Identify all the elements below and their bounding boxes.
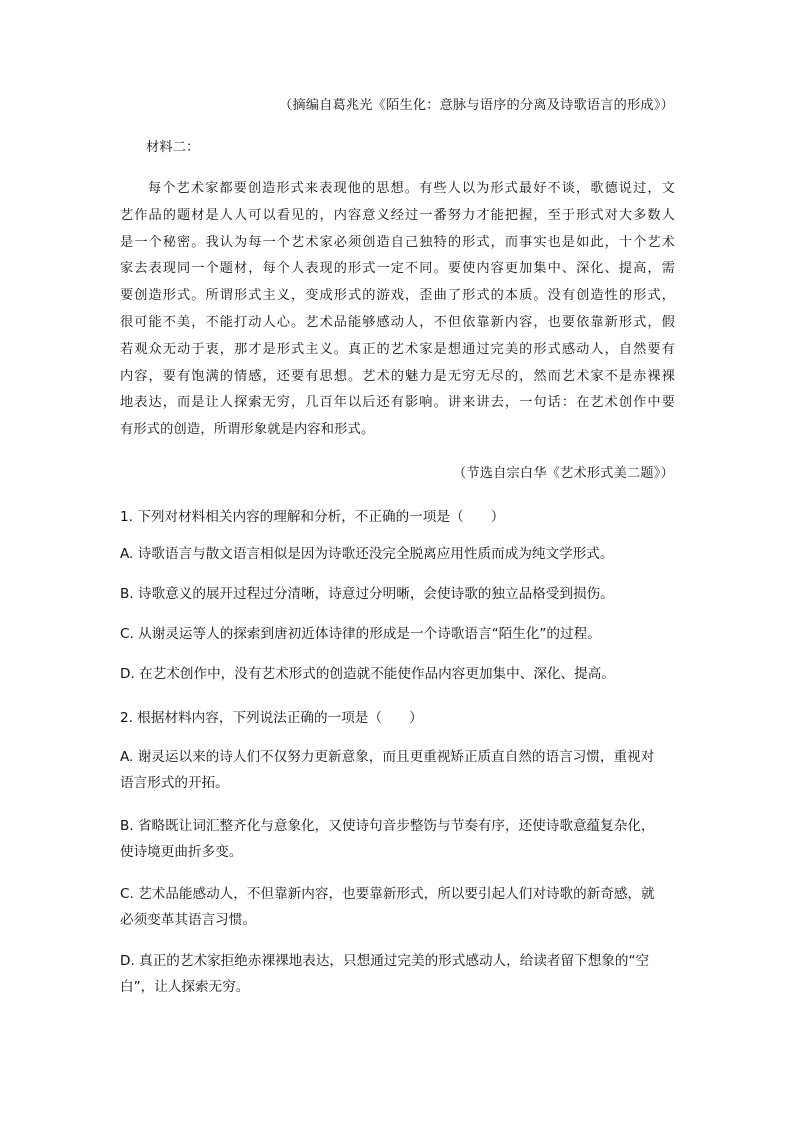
option-text-line: 必须变革其语言习惯。 [120, 912, 256, 928]
paragraph-line: 地表达，而是让人探索无穷，几百年以后还有影响。讲来讲去，一句话：在艺术创作中要 [120, 395, 675, 411]
material2-source-citation: （节选自宗白华《艺术形式美二题》） [453, 466, 674, 481]
question-2-stem: 2. 根据材料内容，下列说法正确的一项是（ ） [120, 710, 423, 726]
paragraph-line: 每个艺术家都要创造形式来表现他的思想。有些人以为形式最好不谈，歌德说过，文 [148, 181, 675, 196]
paragraph-line: 艺作品的题材是人人可以看见的，内容意义经过一番努力才能把握，至于形式对大多数人 [120, 207, 675, 223]
option-text-line: B. 诗歌意义的展开过程过分清晰，诗意过分明晰，会使诗歌的独立品格受到损伤。 [120, 586, 614, 602]
option-text-line: A. 诗歌语言与散文语言相似是因为诗歌还没完全脱离应用性质而成为纯文学形式。 [120, 546, 614, 562]
question-1-option-d[interactable] [120, 661, 680, 687]
paragraph-line: 要创造形式。所谓形式主义，变成形式的游戏，歪曲了形式的本质。没有创造性的形式， [120, 288, 675, 304]
question-2-option-b[interactable] [120, 813, 680, 865]
material2-paragraph [120, 176, 675, 444]
question-2-option-d[interactable] [120, 948, 680, 1000]
question-1-stem: 1. 下列对材料相关内容的理解和分析，不正确的一项是（ ） [120, 509, 505, 525]
question-1-option-c[interactable] [120, 621, 680, 647]
option-text-line: D. 在艺术创作中，没有艺术形式的创造就不能使作品内容更加集中、深化、提高。 [120, 666, 615, 682]
option-text-line: C. 艺术品能感动人，不但靠新内容，也要靠新形式，所以要引起人们对诗歌的新奇感，就 [120, 886, 655, 902]
question-2-option-a[interactable] [120, 744, 680, 796]
question-2-option-c[interactable] [120, 881, 680, 933]
paragraph-line: 家去表现同一个题材，每个人表现的形式一定不同。要使内容更加集中、深化、提高，需 [120, 261, 675, 277]
option-text-line: B. 省略既让词汇整齐化与意象化，又使诗句音步整饬与节奏有序，还使诗歌意蕴复杂化， [120, 818, 655, 834]
option-text-line: 使诗境更曲折多变。 [120, 844, 243, 860]
paragraph-line: 是一个秘密。我认为每一个艺术家必须创造自己独特的形式，而事实也是如此，十个艺术 [120, 234, 675, 250]
paragraph-line: 内容，要有饱满的情感，还要有思想。艺术的魅力是无穷无尽的，然而艺术家不是赤裸裸 [120, 368, 675, 384]
question-1-option-b[interactable] [120, 581, 680, 607]
paragraph-line: 若观众无动于衷，那才是形式主义。真正的艺术家是想通过完美的形式感动人，自然要有 [120, 341, 675, 357]
paragraph-line: 很可能不美，不能打动人心。艺术品能够感动人，不但依靠新内容，也要依靠新形式，假 [120, 314, 675, 330]
option-text-line: D. 真正的艺术家拒绝赤裸裸地表达，只想通过完美的形式感动人，给读者留下想象的“空 [120, 953, 650, 969]
option-text-line: 语言形式的开拓。 [120, 775, 229, 791]
option-text-line: C. 从谢灵运等人的探索到唐初近体诗律的形成是一个诗歌语言“陌生化”的过程。 [120, 626, 601, 642]
option-text-line: A. 谢灵运以来的诗人们不仅努力更新意象，而且更重视矫正质直自然的语言习惯，重视对 [120, 749, 655, 765]
material1-source-citation: （摘编自葛兆光《陌生化：意脉与语序的分离及诗歌语言的形成》） [278, 98, 674, 113]
material2-label: 材料二： [146, 140, 200, 155]
paragraph-line: 有形式的创造，所谓形象就是内容和形式。 [120, 422, 375, 438]
option-text-line: 白”，让人探索无穷。 [120, 979, 250, 995]
question-1-option-a[interactable] [120, 541, 680, 567]
